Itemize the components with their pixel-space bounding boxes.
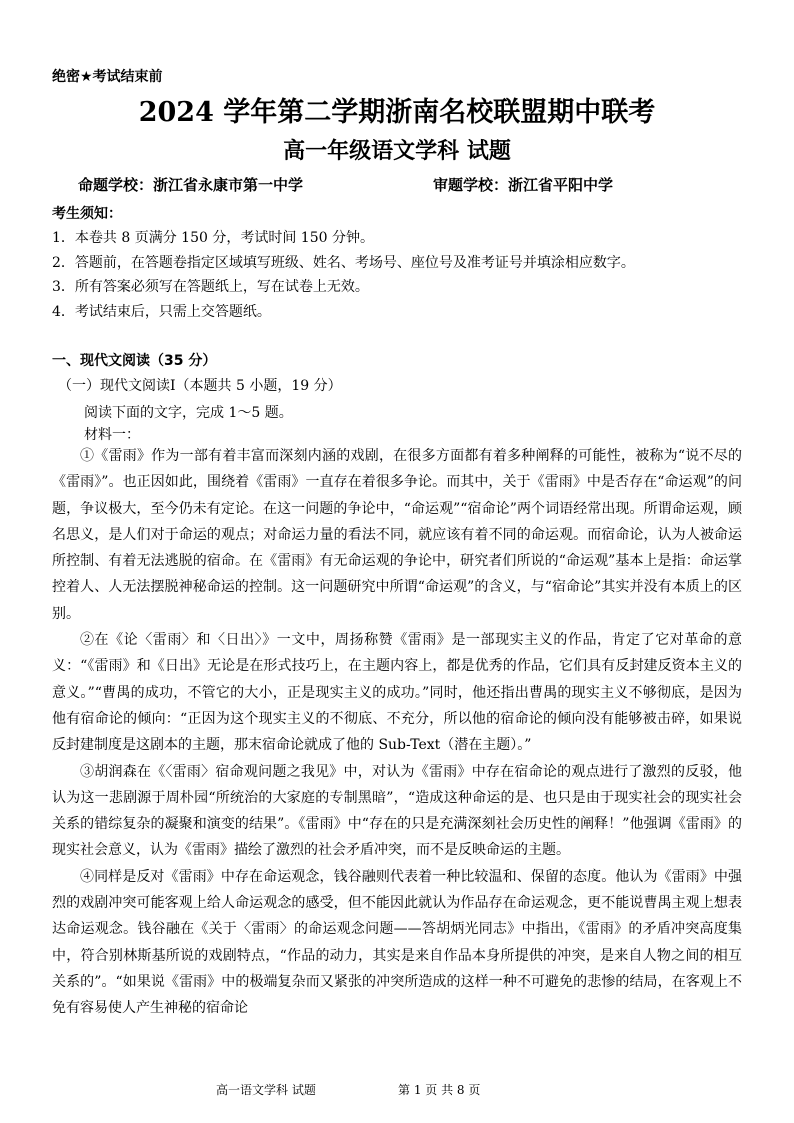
notice-item: 4．考试结束后，只需上交答题纸。: [52, 303, 271, 320]
passage-paragraph: ②在《论〈雷雨〉和〈日出〉》一文中，周扬称赞《雷雨》是一部现实主义的作品，肯定了它对革命的意义：“《雷雨》和《日出》无论是在形式技巧上，在主题内容上，都是优秀的作品，它们具有反封建反资本主义的意义。”“曹禺的成功，不管它的大小，正是现实主义的成功。”同时，他还指出曹禺的现实主义不够彻底，是因为他有宿命论的倾向：“正因为这个现实主义的不彻底、不充分，所以他的宿命论的倾向没有能够被击碎，如果说反封建制度是这剧本的主题，那末宿命论就成了他的 Sub-Text（潜在主题）。”: [52, 632, 742, 754]
reviewer-school: 审题学校：浙江省平阳中学: [433, 176, 614, 194]
material-label: 材料一：: [84, 427, 140, 443]
reading-passage: [52, 443, 742, 1022]
secret-mark: 绝密★考试结束前: [52, 69, 163, 85]
notice-list: [52, 226, 635, 324]
footer-subject: 高一语文学科 试题: [216, 1083, 316, 1097]
notice-item: 2．答题前，在答题卷指定区域填写班级、姓名、考场号、座位号及准考证号并填涂相应数字。: [52, 254, 635, 271]
passage-paragraph: ③胡润森在《〈雷雨〉宿命观问题之我见》中，对认为《雷雨》中存在宿命论的观点进行了激烈的反驳，他认为这一悲剧源于周朴园“所统治的大家庭的专制黑暗”，“造成这种命运的是、也只是由于现实社会的现实社会关系的错综复杂的凝聚和演变的结果”。《雷雨》中“存在的只是充满深刻社会历史性的阐释！”他强调《雷雨》的现实社会意义，认为《雷雨》描绘了激烈的社会矛盾冲突，而不是反映命运的主题。: [52, 763, 742, 859]
footer-page-number: 第 1 页 共 8 页: [398, 1083, 481, 1097]
schools-line: [78, 174, 718, 195]
exam-subtitle: 高一年级语文学科 试题: [283, 138, 511, 164]
notice-item: 1．本卷共 8 页满分 150 分，考试时间 150 分钟。: [52, 230, 374, 246]
passage-paragraph: ①《雷雨》作为一部有着丰富而深刻内涵的戏剧，在很多方面都有着多种阐释的可能性，被称为“说不尽的《雷雨》”。也正因如此，围绕着《雷雨》一直存在着很多争论。而其中，关于《雷雨》中是否存在“命运观”的问题，争议极大，至今仍未有定论。在这一问题的争论中，“命运观”“宿命论”两个词语经常出现。所谓命运观，顾名思义，是人们对于命运的观点；对命运力量的看法不同，就应该有着不同的命运观。而宿命论，认为人被命运所控制、有着无法逃脱的宿命。在《雷雨》有无命运观的争论中，研究者们所说的“命运观”基本上是指：命运掌控着人、人无法摆脱神秘命运的控制。这一问题研究中所谓“命运观”的含义，与“宿命论”其实并没有本质上的区别。: [52, 448, 742, 622]
passage-paragraph: ④同样是反对《雷雨》中存在命运观念，钱谷融则代表着一种比较温和、保留的态度。他认为《雷雨》中强烈的戏剧冲突可能客观上给人命运观念的感受，但不能因此就认为作品存在命运观念，更不能说曹禺主观上想表达命运观念。钱谷融在《关于〈雷雨〉的命运观念问题——答胡炳光同志》中指出，《雷雨》的矛盾冲突高度集中，符合别林斯基所说的戏剧特点，“作品的动力，其实是来自作品本身所提供的冲突，是来自人物之间的相互关系的”。“如果说《雷雨》中的极端复杂而又紧张的冲突所造成的这样一种不可避免的悲惨的结局，在客观上不免有容易使人产生神秘的宿命论: [52, 868, 742, 1017]
section-heading: 一、现代文阅读（35 分）: [52, 353, 217, 369]
notice-item: 3．所有答案必须写在答题纸上，写在试卷上无效。: [52, 279, 369, 295]
notice-heading: 考生须知：: [52, 206, 122, 222]
exam-title: 2024 学年第二学期浙南名校联盟期中联考: [138, 97, 656, 128]
instruction: 阅读下面的文字，完成 1～5 题。: [84, 405, 293, 421]
section-subheading: （一）现代文阅读Ⅰ（本题共 5 小题，19 分）: [58, 378, 342, 394]
setter-school: 命题学校：浙江省永康市第一中学: [78, 176, 304, 194]
